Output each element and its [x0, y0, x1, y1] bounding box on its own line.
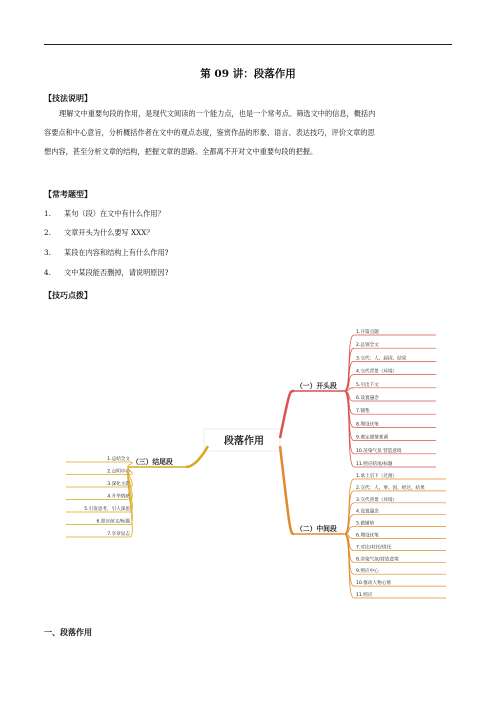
mindmap-item: 5.引出下文: [356, 382, 379, 388]
mindmap-item: 9.奠定感情基调: [356, 435, 388, 441]
mindmap-item: 6.设置悬念: [356, 396, 379, 401]
intro-line-3: 想内容，甚至分析文章的结构，把握文章的思路。全都离不开对文中重要句段的把握。: [44, 147, 318, 156]
mindmap-item: 3.深化主题: [107, 482, 130, 487]
mindmap-item: 11.照应结尾/标题: [356, 462, 393, 467]
mindmap-item: 4.设置悬念: [356, 509, 379, 515]
mindmap-item: 2.点明中心: [107, 469, 130, 475]
mindmap-item: 7.铺垫: [356, 409, 370, 415]
page-title: 第 09 讲：段落作用: [200, 68, 296, 80]
question-text: 某段在内容和结构上有什么作用?: [64, 248, 169, 257]
question-number: 3.: [44, 248, 51, 257]
mindmap-item: 2.交代：人、事、因、经过、结果: [356, 485, 425, 491]
question-text: 文章开头为什么要写 XXX？: [64, 228, 154, 237]
mindmap-item: 10.渲染气氛 营造意境: [356, 448, 402, 454]
mindmap-item: 5.引发思考，引人深思: [84, 507, 130, 512]
mindmap-item: 8.渲染气氛/营造意境: [356, 557, 399, 563]
question-text: 文中某段能否删掉，请说明原因?: [64, 268, 169, 277]
branch-connector: [280, 391, 294, 438]
mindmap-item: 1.开篇点题: [356, 330, 379, 335]
mindmap-item: 8.埋设伏笔: [356, 422, 379, 428]
center-node-label: 段落作用: [224, 436, 264, 447]
mindmap-item: 5.做铺垫: [356, 521, 375, 527]
mindmap-item: 11.照应: [356, 593, 373, 598]
mindmap-item: 6.埋设伏笔: [356, 533, 379, 539]
mindmap-item: 2.总领全文: [356, 343, 379, 349]
mindmap-item: 4.交代背景（环境）: [356, 369, 398, 375]
mindmap-item: 10.推动人物心情: [356, 581, 391, 587]
branch-label: （二）中间段: [296, 525, 337, 533]
mindmap-item: 7.对比/衬托/烘托: [356, 545, 392, 551]
mindmap-item: 6.照应前文/标题: [96, 519, 130, 525]
mindmap-item: 7.卒章显志: [107, 532, 130, 537]
mindmap-item: 9.照应中心: [356, 569, 379, 575]
mindmap-item: 3.交代：人、起因、结果: [356, 356, 407, 362]
question-number: 1.: [44, 209, 51, 218]
mindmap-item: 1.总结全文: [107, 457, 130, 462]
question-text: 某句（段）在文中有什么作用？: [64, 209, 165, 218]
section-heading-jiqiao: 【技巧点拨】: [44, 290, 92, 300]
section-heading-changkao: 【常考题型】: [44, 189, 92, 199]
section-heading-jifa: 【技法说明】: [44, 93, 92, 103]
branch-connector: [280, 446, 294, 534]
intro-line-1: 理解文中重要句段的作用，是现代文阅读的一个能力点，也是一个常考点。筛选文中的信息，概括内: [59, 109, 376, 118]
branch-label: （三）结尾段: [132, 458, 173, 466]
question-number: 2.: [44, 228, 51, 237]
question-number: 4.: [44, 268, 51, 277]
section-one-heading: 一、段落作用: [44, 627, 92, 637]
branch-label: （一）开头段: [296, 382, 337, 390]
mindmap-item: 1.承上启下（过渡）: [356, 474, 398, 479]
mindmap-item: 4.升华情感: [107, 494, 130, 500]
mindmap-item: 3.交代背景（环境）: [356, 497, 398, 503]
intro-line-2: 容要点和中心意旨，分析概括作者在文中的观点态度，鉴赏作品的形象、语言、表达技巧，评价文章的思: [44, 128, 375, 137]
